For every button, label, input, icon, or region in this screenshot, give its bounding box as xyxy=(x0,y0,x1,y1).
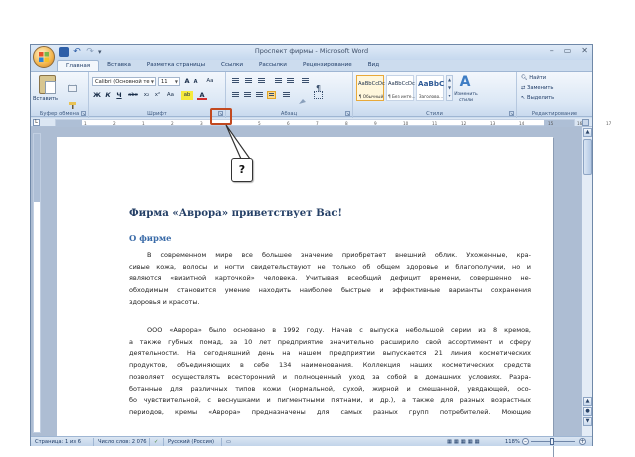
document-title: Фирма «Аврора» приветствует Вас! xyxy=(129,207,342,219)
ruler-tick-label: 3 xyxy=(200,121,203,126)
style-heading-1-name: Заголово... xyxy=(418,94,444,99)
zoom-in-icon[interactable]: + xyxy=(580,438,586,445)
style-normal-name: ¶ Обычный xyxy=(358,94,384,99)
scroll-down-button[interactable]: ▼ xyxy=(583,417,592,426)
tab-selector[interactable]: L xyxy=(33,119,40,126)
select-label: Выделить xyxy=(527,95,555,101)
group-editing-label: Редактирование xyxy=(531,111,578,117)
ruler-tick-label: 4 xyxy=(229,121,232,126)
ruler-tick-label: 9 xyxy=(374,121,377,126)
styles-gallery-scroll[interactable]: ▲ ▼ ▾ xyxy=(446,75,453,101)
find-label: Найти xyxy=(529,75,547,81)
office-logo-icon xyxy=(39,52,49,62)
callout-question-box: ? xyxy=(231,158,253,182)
spelling-check-icon[interactable]: ✓ xyxy=(154,439,159,445)
paragraph-line: здоровья и красоты. xyxy=(129,297,200,306)
undo-icon[interactable]: ↶ xyxy=(73,47,81,57)
group-font-label: Шрифт xyxy=(147,111,167,117)
font-name-combo[interactable]: Calibri (Основной те ▼ xyxy=(92,77,156,86)
paste-button-label[interactable]: Вставить xyxy=(33,96,59,102)
paragraph-line: ботанные для различных типов кожи (нормальной, сухой, жирной и смешанной, увядающей, осо- xyxy=(129,384,531,393)
maximize-button[interactable]: ▭ xyxy=(563,46,572,55)
style-no-spacing-sample: AaBbCcDc xyxy=(388,81,415,87)
paragraph-line: обходимым становится умение находить наиболее быстрые и эффективные варианты сохранения xyxy=(129,286,531,295)
macro-record-icon[interactable]: ▭ xyxy=(226,439,231,445)
view-buttons[interactable]: ▦▦▦▦▦ xyxy=(447,439,482,445)
scroll-up-button[interactable]: ▲ xyxy=(583,128,592,137)
status-word-count[interactable]: Число слов: 2 076 xyxy=(98,439,147,445)
italic-button[interactable]: К xyxy=(105,91,111,99)
change-case-button[interactable]: Aa xyxy=(166,92,175,98)
highlight-button[interactable]: ab xyxy=(181,91,193,100)
paragraph-line: бо чувствительной, с веснушками и пигментными пятнами, и др.), а также для разных возрастных xyxy=(129,396,531,405)
clipboard-dialog-launcher[interactable]: ↘ xyxy=(82,111,86,116)
paragraph-line: ООО «Аврора» было основано в 1992 году. Начав с выпуска небольшой серии из 8 кремов, xyxy=(147,326,531,334)
tab-home[interactable]: Главная xyxy=(57,60,99,71)
ruler-tick-label: 8 xyxy=(345,121,348,126)
paragraph-line: являются «визитной карточкой» человека. Учитывая всеобщий дефицит времени, совершенно не- xyxy=(129,274,531,283)
document-heading: О фирме xyxy=(129,233,172,243)
paragraph-line: продуктов, объединяющих в себе 134 наименования. Коллекция наших косметических средств xyxy=(129,361,531,370)
change-styles-label[interactable]: Изменить стили xyxy=(454,92,478,103)
zoom-out-icon[interactable]: – xyxy=(524,438,527,445)
status-page[interactable]: Страница: 1 из 6 xyxy=(35,439,82,445)
paragraph-line: а также губных помад, за 10 лет предприятие значительно расширило свой ассортимент и сферу xyxy=(129,337,531,346)
font-name-value: Calibri (Основной те xyxy=(95,79,150,85)
paragraph-line: позволяет осуществлять всесторонний и полноценный уход за собой в домашних условиях. Разра- xyxy=(129,372,531,381)
tab-references[interactable]: Ссылки xyxy=(220,62,243,68)
zoom-level[interactable]: 118% xyxy=(505,439,520,445)
tab-insert[interactable]: Вставка xyxy=(107,62,131,68)
tab-view[interactable]: Вид xyxy=(367,62,380,68)
select-icon: ↖ xyxy=(521,95,526,101)
paragraph-dialog-launcher[interactable]: ↘ xyxy=(346,111,350,116)
ruler-tick-label: 12 xyxy=(461,121,467,126)
style-heading-1-sample: AaBbC xyxy=(418,79,445,88)
tab-mailings[interactable]: Рассылки xyxy=(258,62,287,68)
ruler-tick-label: 2 xyxy=(171,121,174,126)
underline-button[interactable]: Ч xyxy=(116,91,122,99)
paragraph-line: сивые кожа, волосы и ногти свидетельствуют не только об общем здоровье и благополучии, но и xyxy=(129,262,531,271)
replace-label: Заменить xyxy=(527,85,554,91)
customize-qat-icon[interactable]: ▾ xyxy=(98,48,102,56)
redo-icon[interactable]: ↷ xyxy=(86,47,94,57)
ruler-tick-label: 10 xyxy=(403,121,409,126)
font-color-button[interactable]: A xyxy=(197,91,207,100)
tab-page-layout[interactable]: Разметка страницы xyxy=(146,62,205,68)
ruler-tick-label: 1 xyxy=(142,121,145,126)
font-size-value: 11 xyxy=(161,79,168,85)
subscript-button[interactable]: x₂ xyxy=(143,92,150,98)
ruler-tick-label: 5 xyxy=(258,121,261,126)
grow-font-button[interactable]: A xyxy=(184,77,190,85)
scroll-up-icon[interactable]: ▲ xyxy=(583,397,592,406)
group-clipboard-label: Буфер обмена xyxy=(39,111,80,117)
style-no-spacing-name: ¶ Без инте... xyxy=(388,94,416,99)
styles-dialog-launcher[interactable]: ↘ xyxy=(510,111,514,116)
shrink-font-button[interactable]: A xyxy=(193,79,198,85)
ruler-tick-label: 13 xyxy=(490,121,496,126)
font-dialog-launcher[interactable]: ↘ xyxy=(219,111,223,116)
minimize-button[interactable]: – xyxy=(549,46,554,55)
ruler-tick-label: 7 xyxy=(316,121,319,126)
bold-button[interactable]: Ж xyxy=(93,91,101,99)
ruler-tick-label: 15 xyxy=(548,121,554,126)
browse-object-icon[interactable]: ● xyxy=(583,407,592,416)
ruler-tick-label: 1 xyxy=(84,121,87,126)
style-normal-sample: AaBbCcDc xyxy=(358,81,385,87)
ruler-tick-label: 2 xyxy=(113,121,116,126)
close-button[interactable]: ✕ xyxy=(581,46,588,55)
group-styles-label: Стили xyxy=(426,111,443,117)
strikethrough-button[interactable]: abe xyxy=(128,92,138,98)
change-styles-icon[interactable]: A xyxy=(459,74,471,90)
window-title: Проспект фирмы - Microsoft Word xyxy=(254,47,369,55)
status-language[interactable]: Русский (Россия) xyxy=(168,439,214,445)
superscript-button[interactable]: x² xyxy=(154,92,161,98)
group-paragraph-label: Абзац xyxy=(280,111,298,117)
clear-formatting-button[interactable]: Aa xyxy=(206,78,214,84)
paragraph-line: периодов, кремы «Аврора» предназначены для самых разных групп потребителей. Моющие xyxy=(129,407,531,416)
tab-review[interactable]: Рецензирование xyxy=(302,62,352,68)
ruler-tick-label: 11 xyxy=(432,121,438,126)
font-size-combo[interactable]: 11 ▼ xyxy=(158,77,180,86)
ruler-tick-label: 14 xyxy=(519,121,525,126)
ruler-tick-label: 6 xyxy=(287,121,290,126)
paragraph-line: деятельности. На сегодняшний день на нашем предприятии выпускается 21 линия косметических xyxy=(129,349,531,358)
ruler-tick-label: 16 xyxy=(577,121,583,126)
office-button[interactable] xyxy=(33,46,55,68)
svg-text:¶: ¶ xyxy=(316,84,322,93)
paragraph-line: В современном мире все большее значение приобретает внешний облик. Ухоженные, кра- xyxy=(147,251,531,259)
replace-icon: ⇄ xyxy=(521,85,526,91)
find-icon: 🔍︎ xyxy=(521,75,528,81)
ruler-tick-label: 17 xyxy=(606,121,612,126)
